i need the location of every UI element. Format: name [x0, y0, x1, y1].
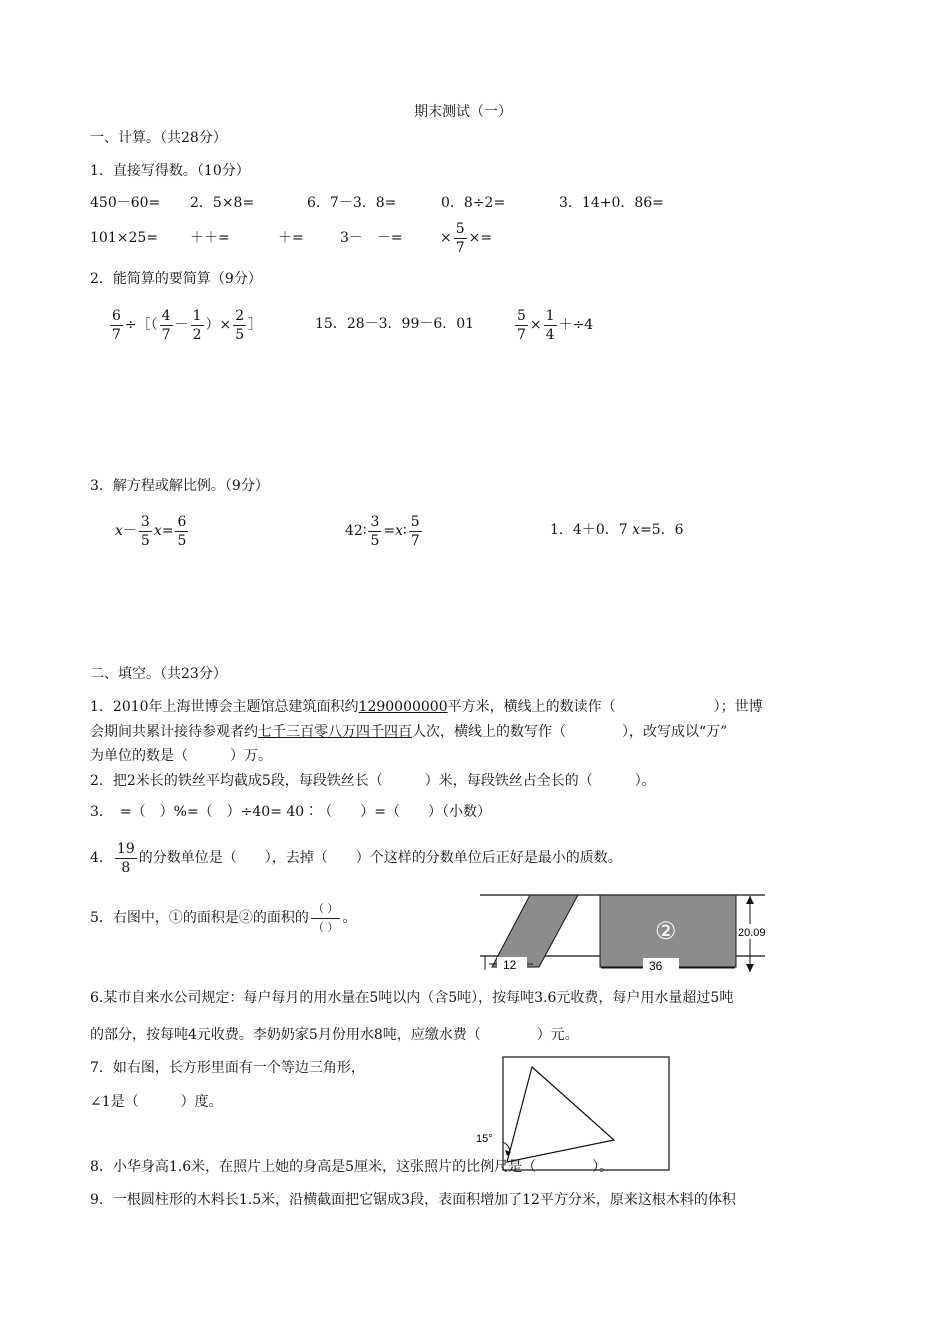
outer-rectangle — [503, 1057, 669, 1170]
label-12: 12 — [503, 958, 517, 972]
q1-row2-item: ＋＋= — [190, 230, 230, 246]
label-circle-2: ② — [655, 918, 677, 945]
fill-q1-line2: 会期间共累计接待参观者约七千三百零八万四千四百人次，横线上的数写作（ ），改写成以“万” — [90, 724, 728, 740]
fill-q1-line3: 为单位的数是（ ）万。 — [90, 748, 272, 764]
fill-q2: 2．把2米长的铁丝平均截成5段，每段铁丝长（ ）米，每段铁丝占全长的（ ）。 — [90, 773, 656, 789]
fill-q5: 5．右图中，①的面积是②的面积的 （ ） （ ） 。 — [90, 901, 357, 934]
q1-row1-item: 450－60= — [90, 195, 161, 211]
q3-equation-3: 1．4＋0．7 x=5．6 — [550, 522, 684, 538]
fill-q1-line1: 1．2010年上海世博会主题馆总建筑面积约1290000000平方米，横线上的数读作（ ）；世博 — [90, 699, 763, 715]
q1-heading: 1．直接写得数。（10分） — [90, 163, 250, 179]
q1-row1-item: 3．14+0．86= — [559, 195, 664, 211]
fill-q3: 3． =（ ）%=（ ）÷40= 40∶（ ）=（ ）（小数） — [90, 804, 491, 820]
q1-row1-item: 0．8÷2= — [441, 195, 506, 211]
angle-label: 15° — [476, 1133, 493, 1145]
q3-equation-2: 42∶ $\frac{3}{5}$ =x∶ $\frac{5}{7}$ — [345, 513, 420, 549]
q2-expression-1: $\frac{6}{7}$ ÷［（ $\frac{4}{7}$ － $\frac{1}{2}$ ）× $\frac{2}{5}$ ］ — [112, 307, 263, 343]
arrow-down — [746, 964, 754, 972]
q1-row2-item: 101×25= — [90, 230, 158, 246]
q1-row1-item: 2．5×8= — [190, 195, 255, 211]
figure-parallelogram-rectangle — [475, 890, 775, 980]
q2-expression-3: $\frac{5}{7}$ × $\frac{1}{4}$ ＋÷4 — [517, 307, 594, 343]
fill-q6-line2: 的部分，按每吨4元收费。李奶奶家5月份用水8吨，应缴水费（ ）元。 — [90, 1027, 579, 1043]
q1-row2-fraction-expr: × $\frac{5}{7}$ ×= — [440, 220, 493, 256]
q2-expression-2: 15．28－3．99－6．01 — [315, 316, 475, 332]
q1-row1-item: 6．7－3．8= — [307, 195, 397, 211]
section-2-heading: 二、填空。（共23分） — [90, 666, 227, 682]
fill-q7-line2: ∠1是（ ）度。 — [90, 1094, 223, 1110]
fill-q7-line1: 7．如右图，长方形里面有一个等边三角形， — [90, 1060, 365, 1076]
q1-row2-item: ＋= — [278, 230, 304, 246]
q3-equation-1: x－ $\frac{3}{5}$ x= $\frac{6}{5}$ — [115, 513, 187, 549]
page-title: 期末测试（一） — [414, 104, 512, 120]
q3-heading: 3．解方程或解比例。（9分） — [90, 478, 269, 494]
fill-q6-line1: 6.某市自来水公司规定：每户每月的用水量在5吨以内（含5吨），按每吨3.6元收费，每户用水量超过5吨 — [90, 990, 734, 1006]
arrow-up — [746, 896, 754, 904]
label-height: 20.09 — [738, 927, 766, 939]
fill-q4: 4． $\frac{19}{8}$ 的分数单位是（ ），去掉（ ）个这样的分数单位后正好是最小的质数。 — [90, 840, 622, 876]
section-1-heading: 一、计算。（共28分） — [90, 130, 227, 146]
fill-q9: 9．一根圆柱形的木料长1.5米，沿横截面把它锯成3段，表面积增加了12平方分米，原来这根木料的体积 — [90, 1192, 736, 1208]
q1-row2-item: 3－ －= — [340, 230, 403, 246]
fill-q8: 8．小华身高1.6米，在照片上她的身高是5厘米，这张照片的比例尺是（ ）。 — [90, 1159, 614, 1175]
label-36: 36 — [649, 959, 663, 973]
q2-heading: 2．能简算的要简算（9分） — [90, 271, 262, 287]
